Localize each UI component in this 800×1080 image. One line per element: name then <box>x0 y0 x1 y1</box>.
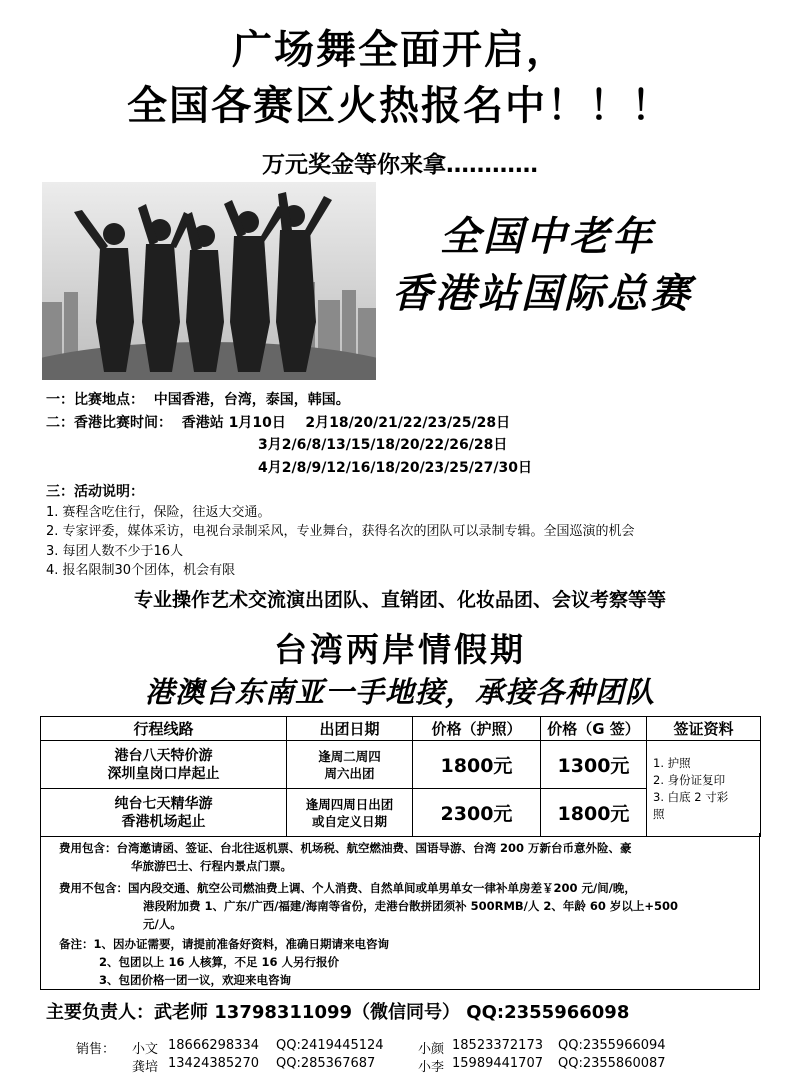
activity-note: 4. 报名限制30个团体，机会有限 <box>46 563 236 578</box>
fees-excluded-cont: 元/人。 <box>143 917 182 931</box>
sales-qq: QQ:2419445124 <box>276 1038 384 1053</box>
fees-included-cont: 华旅游巴士、行程内景点门票。 <box>131 859 292 873</box>
headline-line2: 全国各赛区火热报名中！！！ <box>127 83 673 129</box>
sales-label: 销售： <box>76 1042 116 1057</box>
venue-line: 一：比赛地点： 中国香港，台湾，泰国，韩国。 <box>46 392 350 408</box>
sales-name: 小李 <box>418 1060 445 1075</box>
route-cell <box>41 741 287 789</box>
route-cell <box>41 789 287 837</box>
sales-name: 小颜 <box>418 1042 445 1057</box>
event-title-line1: 全国中老年 <box>440 213 655 260</box>
activity-note: 2. 专家评委，媒体采访，电视台录制采风，专业舞台，获得名次的团队可以录制专辑。全国巡演的机会 <box>46 524 635 539</box>
docs-item: 2. 身份证复印 <box>653 772 726 787</box>
operations-line: 专业操作艺术交流演出团队、直销团、化妆品团、会议考察等等 <box>133 589 666 611</box>
sales-name: 小文 <box>132 1042 159 1057</box>
route-origin: 深圳皇岗口岸起止 <box>107 765 220 782</box>
sales-phone: 13424385270 <box>168 1056 259 1071</box>
date-cell <box>287 789 413 837</box>
hk-time-line: 二：香港比赛时间： 香港站 1月10日 2月18/20/21/22/23/25/28日 <box>46 415 511 431</box>
table-header-row <box>41 717 761 741</box>
hk-time-april: 4月2/8/9/12/16/18/20/23/25/27/30日 <box>258 460 532 476</box>
header-date: 出团日期 <box>287 717 413 741</box>
sales-name: 龚培 <box>132 1060 159 1075</box>
date-line: 周六出团 <box>324 765 375 781</box>
sales-phone: 18666298334 <box>168 1038 259 1053</box>
date-cell <box>287 741 413 789</box>
header-docs: 签证资料 <box>647 717 761 741</box>
hk-time-march: 3月2/6/8/13/15/18/20/22/26/28日 <box>258 437 508 453</box>
price-g: 1800元 <box>541 789 647 837</box>
date-line: 逢周二周四 <box>318 748 381 764</box>
dancers-silhouette-image <box>42 182 376 380</box>
activity-note: 1. 赛程含吃住行，保险，往返大交通。 <box>46 505 271 520</box>
price-passport: 1800元 <box>413 741 541 789</box>
remark-line: 2、包团以上 16 人核算，不足 16 人另行报价 <box>99 955 340 969</box>
headline-line1: 广场舞全面开启， <box>232 27 568 73</box>
remark-line: 备注：1、因办证需要，请提前准备好资料，准确日期请来电咨询 <box>59 937 389 951</box>
fees-excluded: 费用不包含：国内段交通、航空公司燃油费上调、个人消费、自然单间或单男单女一律补单房差￥200 元/间/晚， <box>59 881 636 895</box>
dancers-photo <box>42 182 376 380</box>
header-route: 行程线路 <box>41 717 287 741</box>
activity-label: 三：活动说明： <box>46 484 144 500</box>
fees-included: 费用包含：台湾邀请函、签证、台北往返机票、机场税、航空燃油费、国语导游、台湾 200 万新台币意外险、豪 <box>59 841 632 855</box>
date-line: 逢周四周日出团 <box>305 796 394 812</box>
sales-phone: 18523372173 <box>452 1038 543 1053</box>
header-price-passport: 价格（护照） <box>413 717 541 741</box>
event-title-line2: 香港站国际总赛 <box>392 270 693 317</box>
subheadline: 万元奖金等你来拿………… <box>262 152 538 178</box>
docs-item: 照 <box>653 806 665 821</box>
route-origin: 香港机场起止 <box>121 813 206 830</box>
route-name: 港台八天特价游 <box>114 747 213 764</box>
docs-item: 3. 白底 2 寸彩 <box>653 789 729 804</box>
date-line: 或自定义日期 <box>311 813 387 829</box>
taiwan-subtitle: 港澳台东南亚一手地接，承接各种团队 <box>144 675 655 709</box>
fees-box <box>40 833 760 990</box>
header-price-g: 价格（G 签） <box>541 717 647 741</box>
sales-qq: QQ:2355860087 <box>558 1056 666 1071</box>
taiwan-title: 台湾两岸情假期 <box>274 630 526 669</box>
price-passport: 2300元 <box>413 789 541 837</box>
docs-item: 1. 护照 <box>653 755 691 770</box>
main-contact: 主要负责人：武老师 13798311099（微信同号） QQ:2355966098 <box>46 1002 630 1023</box>
route-name: 纯台七天精华游 <box>114 795 213 812</box>
tour-table <box>40 716 761 837</box>
table-row <box>41 741 761 789</box>
price-g: 1300元 <box>541 741 647 789</box>
fees-excluded-cont: 港段附加费 1、广东/广西/福建/海南等省份，走港台散拼团须补 500RMB/人 2、年龄 60 岁以上+500 <box>143 899 679 913</box>
sales-phone: 15989441707 <box>452 1056 543 1071</box>
sales-qq: QQ:2355966094 <box>558 1038 666 1053</box>
remark-line: 3、包团价格一团一议，欢迎来电咨询 <box>99 973 291 987</box>
activity-note: 3. 每团人数不少于16人 <box>46 544 184 559</box>
sales-qq: QQ:285367687 <box>276 1056 376 1071</box>
docs-cell <box>647 741 761 837</box>
